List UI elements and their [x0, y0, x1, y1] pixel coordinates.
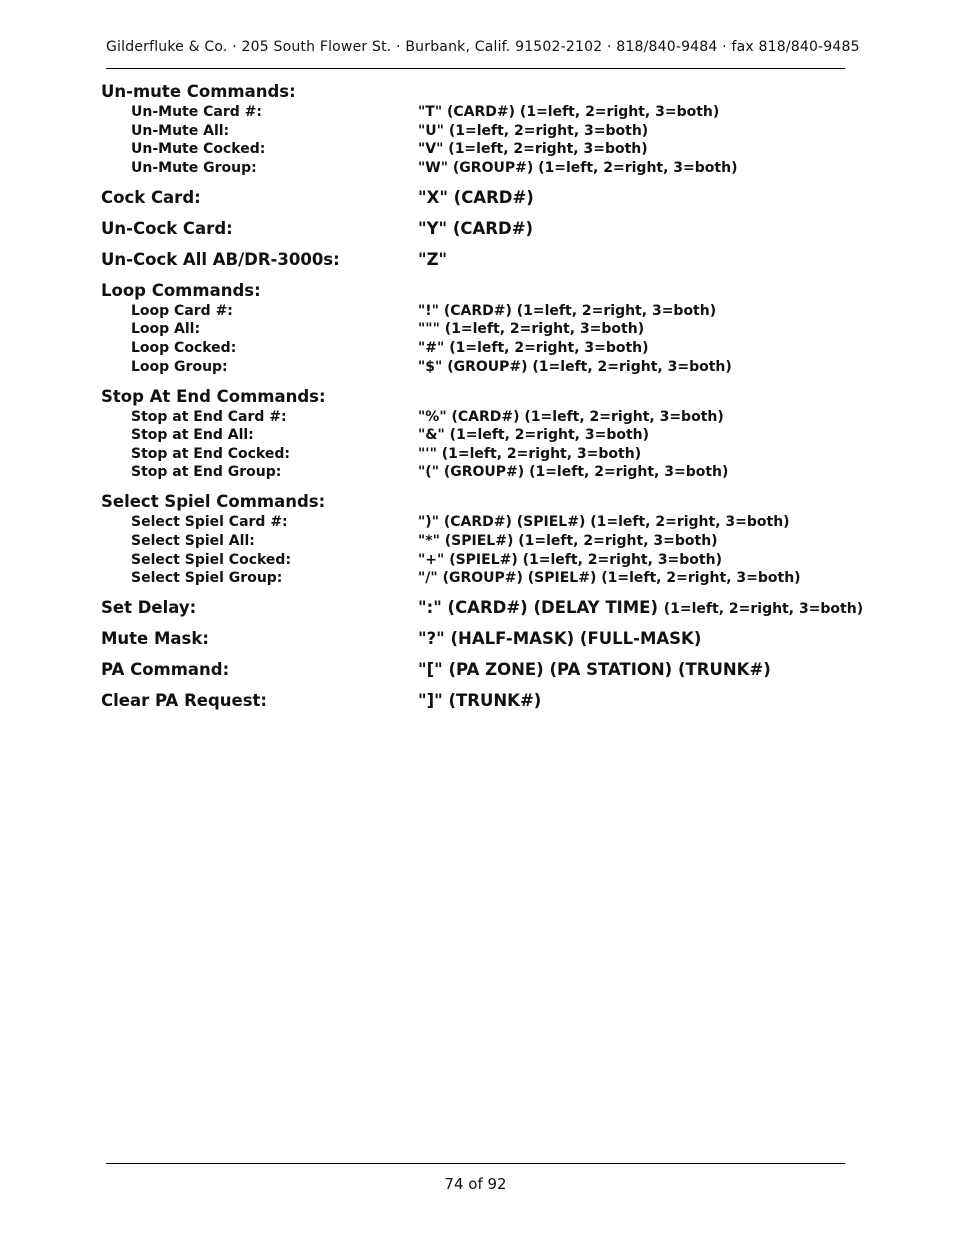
command-heading: Cock Card:: [101, 187, 201, 207]
header-rule: [106, 68, 845, 69]
subcommand-label: Loop Card #:: [131, 302, 233, 319]
subcommand-label: Un-Mute Card #:: [131, 104, 262, 120]
command-syntax-main: "Z": [418, 249, 448, 269]
command-heading-row: [0, 188, 954, 219]
subcommand-row: [0, 533, 954, 552]
command-heading-row: [0, 219, 954, 250]
command-heading: Stop At End Commands:: [101, 386, 326, 406]
subcommand-row: [0, 464, 954, 492]
subcommand-label: Un-Mute Cocked:: [131, 141, 266, 158]
subcommand-label: Select Spiel All:: [131, 532, 255, 549]
command-heading: Un-Cock Card:: [101, 218, 233, 238]
subcommand-syntax: "*" (SPIEL#) (1=left, 2=right, 3=both): [418, 532, 718, 549]
subcommand-label: Select Spiel Cocked:: [131, 551, 292, 568]
subcommand-syntax: "(" (GROUP#) (1=left, 2=right, 3=both): [418, 464, 729, 481]
subcommand-row: [0, 427, 954, 446]
subcommand-syntax: "#" (1=left, 2=right, 3=both): [418, 339, 649, 356]
subcommand-label: Stop at End Group:: [131, 464, 282, 481]
subcommand-row: [0, 514, 954, 533]
subcommand-label: Loop All:: [131, 321, 201, 338]
subcommand-row: [0, 570, 954, 598]
subcommand-syntax: "V" (1=left, 2=right, 3=both): [418, 141, 648, 158]
subcommand-syntax: """ (1=left, 2=right, 3=both): [418, 321, 645, 338]
subcommand-syntax: "+" (SPIEL#) (1=left, 2=right, 3=both): [418, 551, 722, 568]
subcommand-label: Stop at End All:: [131, 427, 254, 444]
command-heading: Clear PA Request:: [101, 691, 268, 711]
command-reference-list: [0, 82, 954, 722]
subcommand-row: [0, 321, 954, 340]
subcommand-row: [0, 123, 954, 142]
command-heading: Select Spiel Commands:: [101, 492, 326, 512]
subcommand-label: Select Spiel Card #:: [131, 514, 288, 531]
subcommand-syntax: "!" (CARD#) (1=left, 2=right, 3=both): [418, 302, 717, 319]
command-heading-row: [0, 281, 954, 303]
subcommand-row: [0, 340, 954, 359]
subcommand-label: Un-Mute All:: [131, 122, 230, 139]
subcommand-row: [0, 104, 954, 123]
subcommand-row: [0, 303, 954, 322]
command-syntax-main: ":" (CARD#) (DELAY TIME): [418, 598, 658, 618]
subcommand-syntax: "&" (1=left, 2=right, 3=both): [418, 427, 650, 444]
command-syntax-main: "X" (CARD#): [418, 187, 534, 207]
command-heading-row: [0, 660, 954, 691]
subcommand-syntax: "T" (CARD#) (1=left, 2=right, 3=both): [418, 104, 720, 120]
command-syntax-main: "Y" (CARD#): [418, 218, 534, 238]
command-heading-row: [0, 629, 954, 660]
command-heading: Un-Cock All AB/DR-3000s:: [101, 249, 340, 269]
subcommand-row: [0, 446, 954, 465]
page-number: 74 of 92: [444, 1175, 507, 1193]
command-heading-row: [0, 82, 954, 104]
command-heading: Set Delay:: [101, 598, 197, 618]
subcommand-row: [0, 141, 954, 160]
subcommand-row: [0, 160, 954, 188]
subcommand-row: [0, 552, 954, 571]
command-heading: PA Command:: [101, 660, 230, 680]
command-syntax-options: (1=left, 2=right, 3=both): [663, 601, 864, 618]
subcommand-syntax: "%" (CARD#) (1=left, 2=right, 3=both): [418, 408, 724, 425]
command-heading: Un-mute Commands:: [101, 82, 296, 101]
command-heading: Mute Mask:: [101, 629, 209, 649]
command-heading-row: [0, 250, 954, 281]
command-syntax-main: "]" (TRUNK#): [418, 691, 542, 711]
command-syntax: [418, 691, 541, 710]
command-heading-row: [0, 691, 954, 722]
subcommand-label: Stop at End Cocked:: [131, 445, 290, 462]
subcommand-row: [0, 409, 954, 428]
subcommand-label: Un-Mute Group:: [131, 159, 257, 176]
footer-rule: [106, 1163, 845, 1164]
command-heading-row: [0, 598, 954, 629]
command-syntax-main: "?" (HALF-MASK) (FULL-MASK): [418, 629, 702, 649]
subcommand-syntax: "U" (1=left, 2=right, 3=both): [418, 122, 649, 139]
command-syntax: [418, 250, 447, 269]
command-syntax-main: "[" (PA ZONE) (PA STATION) (TRUNK#): [418, 660, 771, 680]
command-heading-row: [0, 387, 954, 409]
subcommand-syntax: ")" (CARD#) (SPIEL#) (1=left, 2=right, 3=both): [418, 514, 790, 531]
command-heading: Loop Commands:: [101, 280, 261, 300]
subcommand-syntax: "'" (1=left, 2=right, 3=both): [418, 445, 642, 462]
subcommand-label: Loop Group:: [131, 358, 228, 375]
command-syntax: [418, 188, 534, 207]
command-syntax: [418, 660, 771, 679]
command-heading-row: [0, 492, 954, 514]
subcommand-syntax: "/" (GROUP#) (SPIEL#) (1=left, 2=right, 3=both): [418, 570, 801, 587]
page-header: Gilderfluke & Co. · 205 South Flower St. · Burbank, Calif. 91502-2102 · 818/840-9484 · fax 818/840-9485: [106, 39, 860, 55]
subcommand-syntax: "$" (GROUP#) (1=left, 2=right, 3=both): [418, 358, 732, 375]
subcommand-row: [0, 359, 954, 387]
subcommand-syntax: "W" (GROUP#) (1=left, 2=right, 3=both): [418, 159, 738, 176]
subcommand-label: Stop at End Card #:: [131, 408, 287, 425]
command-syntax: [418, 219, 533, 238]
command-syntax: [418, 598, 863, 617]
subcommand-label: Loop Cocked:: [131, 339, 237, 356]
subcommand-label: Select Spiel Group:: [131, 570, 283, 587]
command-syntax: [418, 629, 701, 648]
